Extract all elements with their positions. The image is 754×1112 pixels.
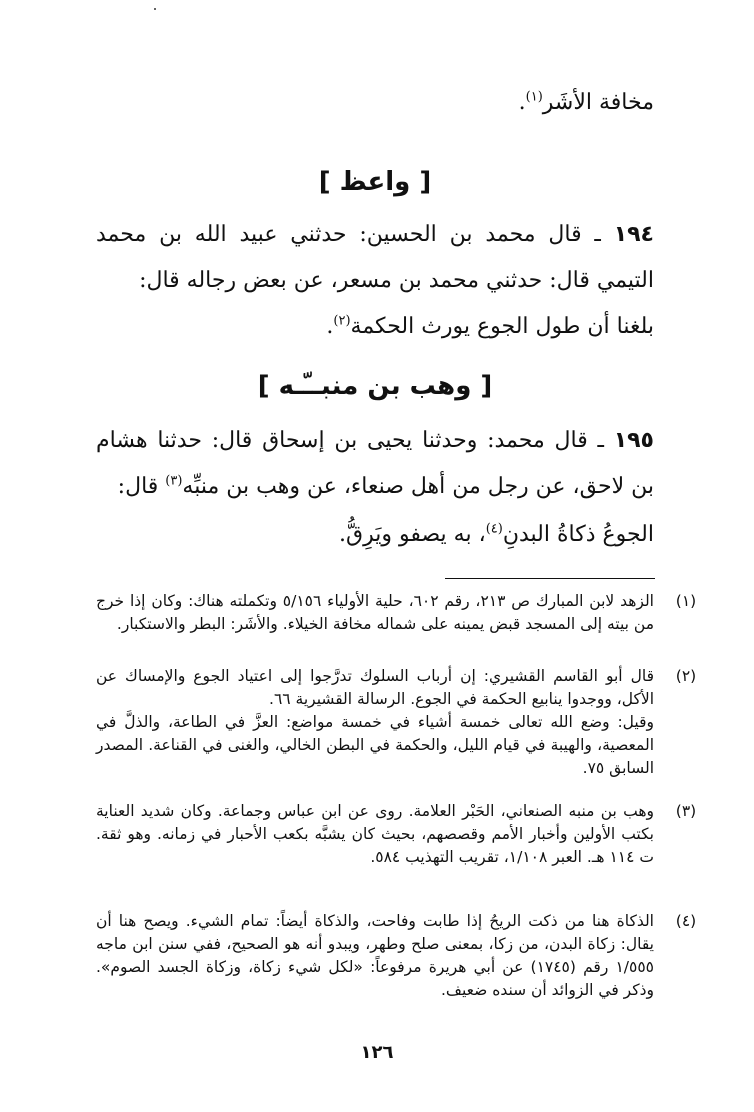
paragraph-195 (96, 418, 654, 510)
footnote-ref-2[interactable]: (٢) (333, 313, 351, 329)
quote-195-text: الجوعُ ذكاةُ البدنِ (502, 522, 654, 547)
footnote-ref-4[interactable]: (٤) (485, 521, 503, 537)
footnote-3-text: وهب بن منبه الصنعاني، الحَبْر العلامة. روى عن ابن عباس وجماعة. وكان شديد العناية بكتب الأولين وأخبار الأمم وقصصهم، بحيث كان يشبَّه بكعب الأحبار في زمانه. وهو ثقة. ت ١١٤ هـ. العبر ١/١٠٨، تقريب التهذيب ٥٨٤. (96, 802, 654, 866)
paragraph-195-quote (96, 512, 654, 558)
section-heading-waez: [ واعظ ] (318, 167, 432, 197)
footnote-4-text: الذكاة هنا من ذكت الريحُ إذا طابت وفاحت، والذكاة أيضاً: تمام الشيء. ويصح هنا أن يقال: زكاة البدن، من زكا، بمعنى صلح وطهر، ويبدو أنه هو الصحيح، ففي سنن ابن ماجه ١/٥٥٥ رقم (١٧٤٥) عن أبي هريرة مرفوعاً: «لكل شيء زكاة، وزكاة الجسد الصوم». وذكر في الزوائد أن سنده ضعيف. (96, 912, 654, 999)
entry-number-194: ١٩٤ (613, 222, 654, 247)
footnote-separator (445, 578, 655, 579)
paragraph-195-tail: قال: (117, 474, 166, 499)
footnote-1 (96, 590, 697, 636)
intro-text: مخافة الأشَر (542, 90, 654, 115)
quote-194-text: بلغنا أن طول الجوع يورث الحكمة (350, 314, 654, 339)
paragraph-194-quote (96, 304, 654, 350)
footnote-4-marker: (٤) (675, 912, 697, 930)
footnote-2-text-cont: وقيل: وضع الله تعالى خمسة أشياء في خمسة مواضع: العزَّ في الطاعة، والذلَّ في المعصية، والهيبة في قيام الليل، والحكمة في البطن الخالي، والغنى في القناعة. المصدر السابق ٧٥. (96, 713, 654, 777)
page-number: ١٢٦ (360, 1042, 394, 1063)
footnote-3-marker: (٣) (675, 802, 697, 820)
footnote-2-text: قال أبو القاسم القشيري: إن أرباب السلوك تدرَّجوا إلى اعتياد الجوع والإمساك عن الأكل، ووجدوا ينابيع الحكمة في الجوع. الرسالة القشيرية ٦٦. (96, 667, 654, 708)
quote-195-end: ، به يصفو ويَرِقُّ. (339, 522, 486, 547)
paragraph-194-text: ـ قال محمد بن الحسين: حدثني عبيد الله بن محمد التيمي قال: حدثني محمد بن مسعر، عن بعض رجاله قال: (96, 222, 654, 293)
footnote-ref-3[interactable]: (٣) (165, 473, 183, 489)
section-heading-wahb: [ وهب بن منبــّـه ] (257, 371, 493, 401)
footnote-ref-1[interactable]: (١) (525, 89, 543, 105)
paragraph-194 (96, 212, 654, 304)
paragraph-195-text: ـ قال محمد: وحدثنا يحيى بن إسحاق قال: حدثنا هشام بن لاحق، عن رجل من أهل صنعاء، عن وهب بن منبِّه (96, 428, 654, 499)
quote-194-end: . (326, 314, 334, 339)
intro-line (96, 80, 654, 126)
footnote-3 (96, 800, 697, 869)
intro-end: . (518, 90, 526, 115)
scan-speck (154, 8, 156, 10)
footnote-2 (96, 665, 697, 780)
footnote-4 (96, 910, 697, 1002)
entry-number-195: ١٩٥ (613, 428, 654, 453)
footnote-1-text: الزهد لابن المبارك ص ٢١٣، رقم ٦٠٢، حلية الأولياء ٥/١٥٦ وتكملته هناك: وكان إذا خرج من بيته إلى المسجد قبض يمينه على شماله مخافة الخيلاء. والأشَر: البطر والاستكبار. (96, 592, 654, 633)
footnote-1-marker: (١) (675, 592, 697, 610)
footnote-2-marker: (٢) (675, 667, 697, 685)
